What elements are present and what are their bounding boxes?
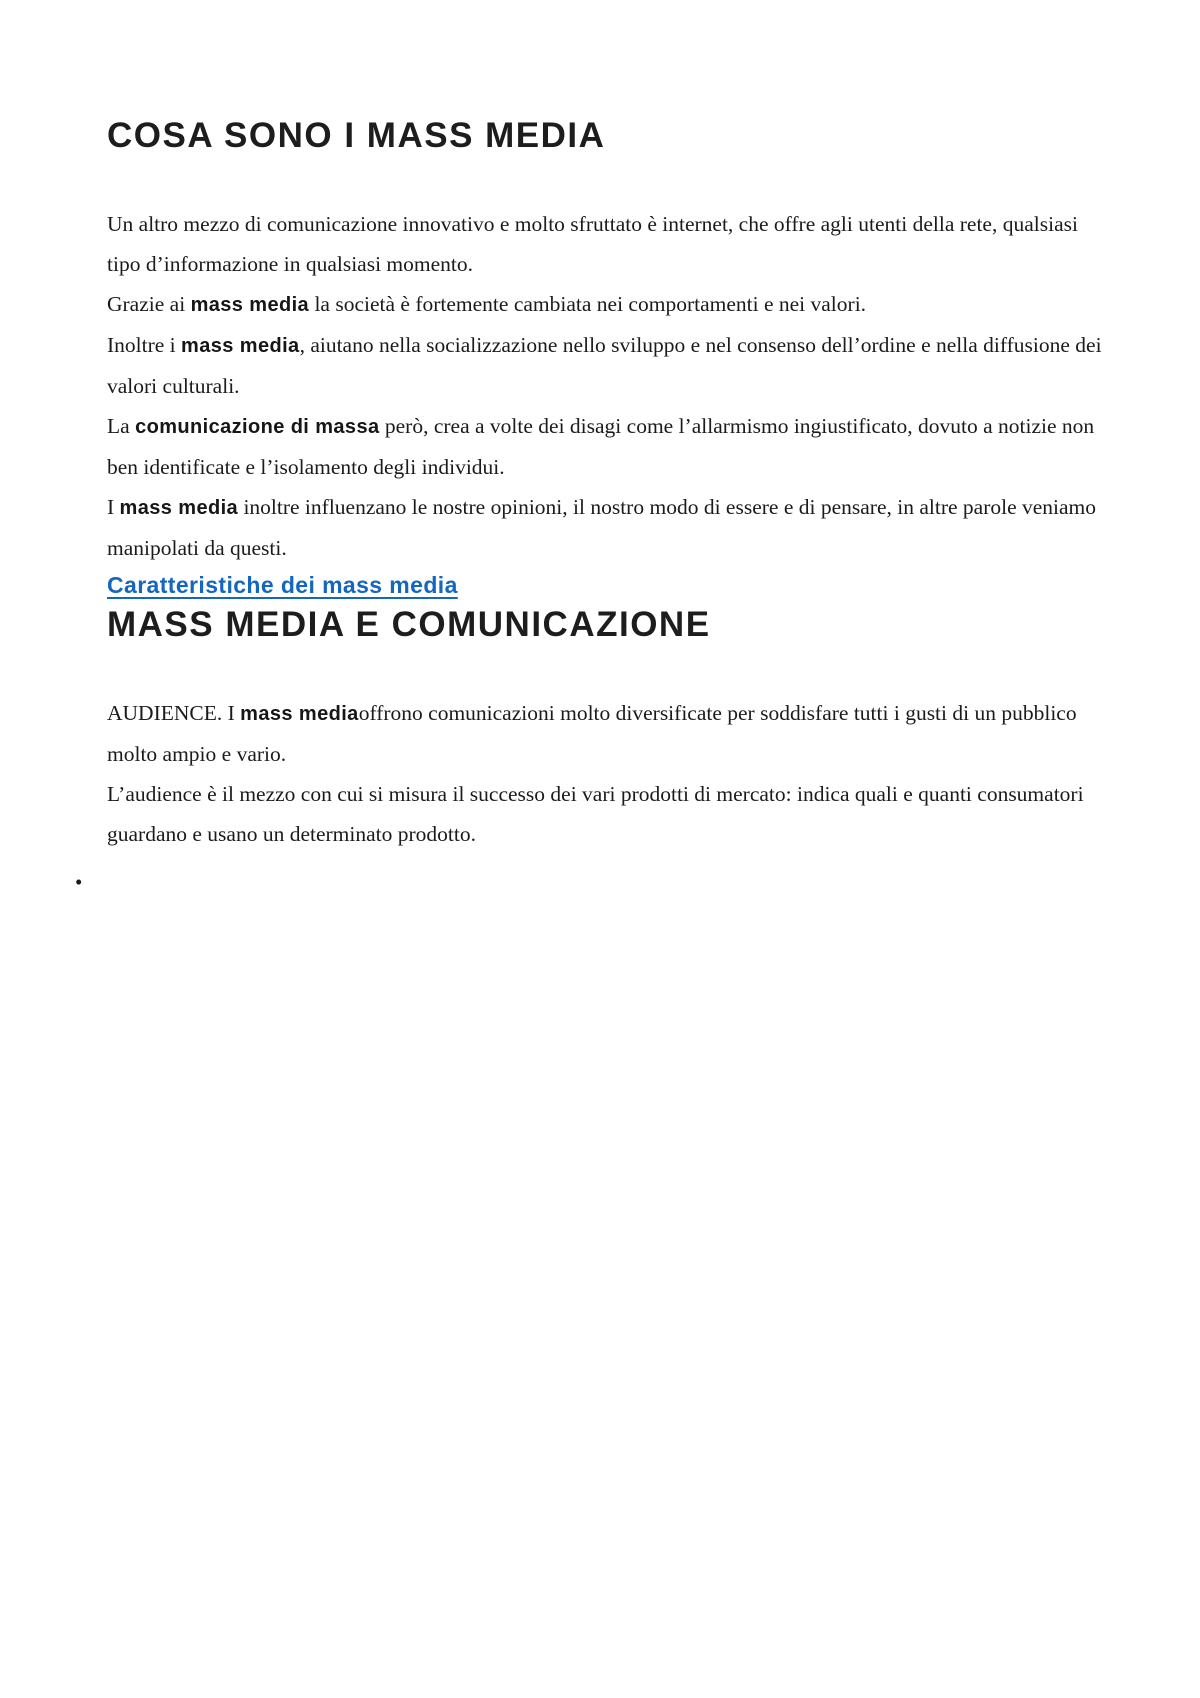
paragraph-text: AUDIENCE. I — [107, 701, 241, 725]
paragraph-text: offrono comunicazioni molto diversificate per soddisfare tutti i gusti di un pubblico molto ampio e vario. — [107, 701, 1077, 766]
paragraph-inoltre — [107, 325, 1108, 406]
paragraph-comunicazione-di-massa — [107, 406, 1108, 487]
paragraph-influenza — [107, 487, 1108, 568]
empty-list-bullet: • — [75, 870, 83, 894]
paragraph-grazie — [107, 284, 1108, 325]
paragraph-text: Inoltre i — [107, 333, 182, 357]
text-block-audience — [107, 693, 1108, 854]
paragraph-text: La — [107, 414, 136, 438]
bold-term-mass-media: mass media — [190, 294, 310, 316]
page-title-cosa-sono-i-mass-media: COSA SONO I MASS MEDIA — [107, 116, 606, 155]
paragraph-text: , aiutano nella socializzazione nello sviluppo e nel consenso dell’ordine e nella diffusione dei valori culturali. — [107, 333, 1102, 398]
link-caratteristiche-dei-mass-media[interactable]: Caratteristiche dei mass media — [107, 572, 458, 598]
bold-term-mass-media: mass media — [240, 703, 359, 725]
paragraph-text: però, crea a volte dei disagi come l’allarmismo ingiustificato, dovuto a notizie non ben identificate e l’isolamento degli individui. — [107, 414, 1095, 479]
paragraph-text: L’audience è il mezzo con cui si misura il successo dei vari prodotti di mercato: indica quali e quanti consumatori guardano e usano un determinato prodotto. — [107, 782, 1084, 846]
paragraph-internet — [107, 204, 1108, 284]
bold-term-mass-media: mass media — [181, 335, 300, 357]
paragraph-text: inoltre influenzano le nostre opinioni, il nostro modo di essere e di pensare, in altre parole veniamo manipolati da questi. — [107, 495, 1097, 560]
text-block-mass-media — [107, 204, 1108, 568]
paragraph-text: I — [107, 495, 120, 519]
paragraph-text: Un altro mezzo di comunicazione innovativo e molto sfruttato è internet, che offre agli utenti della rete, qualsiasi tipo d’informazione in qualsiasi momento. — [107, 212, 1078, 276]
section-title-mass-media-e-comunicazione: MASS MEDIA E COMUNICAZIONE — [107, 605, 711, 644]
bold-term-mass-media: mass media — [119, 497, 239, 519]
paragraph-audience-misura — [107, 774, 1108, 854]
paragraph-audience — [107, 693, 1108, 774]
bold-term-comunicazione-di-massa: comunicazione di massa — [135, 416, 380, 438]
paragraph-text: Grazie ai — [107, 292, 191, 316]
paragraph-text: la società è fortemente cambiata nei comportamenti e nei valori. — [309, 292, 867, 316]
